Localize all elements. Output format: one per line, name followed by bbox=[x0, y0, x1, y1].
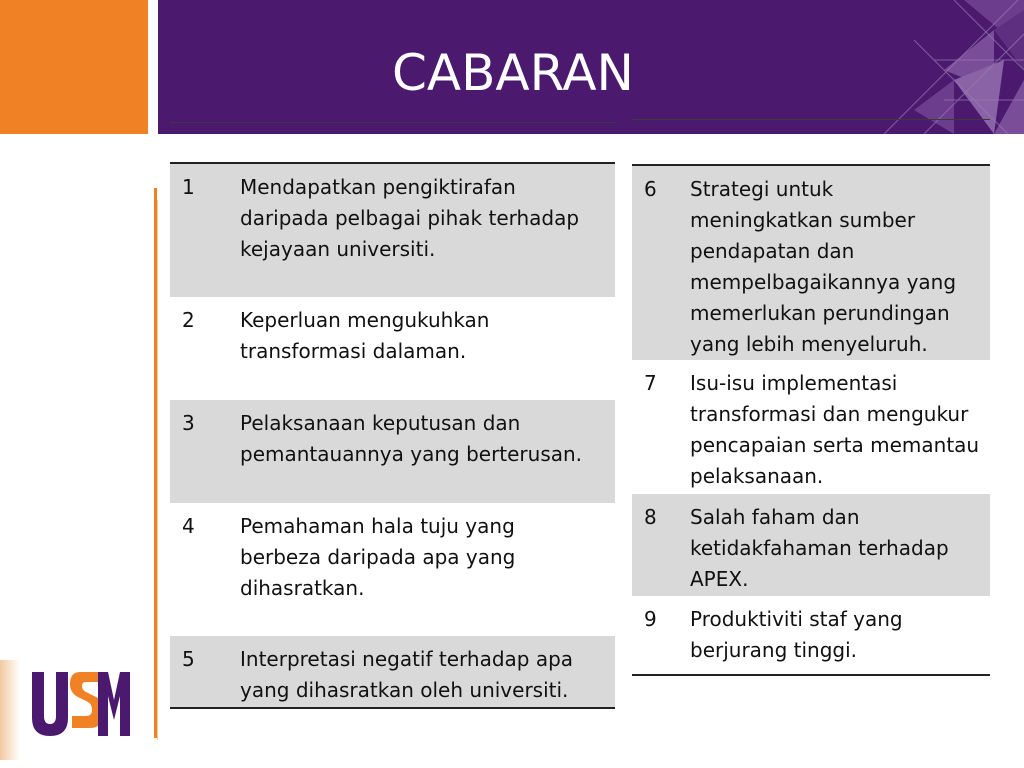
row-text: Pemahaman hala tuju yang berbeza daripada apa yang dihasratkan. bbox=[240, 514, 516, 600]
row-text: Strategi untuk meningkatkan sumber pendapatan dan mempelbagaikannya yang memerlukan perundingan yang lebih menyeluruh. bbox=[690, 177, 957, 356]
header-divider bbox=[148, 0, 158, 134]
table-row bbox=[170, 636, 615, 707]
title-underline-left bbox=[170, 122, 615, 123]
row-text: Mendapatkan pengiktirafan daripada pelbagai pihak terhadap kejayaan universiti. bbox=[240, 175, 580, 261]
table-row bbox=[170, 297, 615, 400]
table-row bbox=[632, 596, 990, 674]
challenges-table-right bbox=[632, 164, 990, 676]
row-text: Interpretasi negatif terhadap apa yang dihasratkan oleh universiti. bbox=[240, 647, 574, 702]
header-mesh-lines bbox=[884, 0, 1024, 134]
table-row bbox=[170, 164, 615, 297]
row-number: 8 bbox=[644, 505, 657, 529]
table-row bbox=[170, 400, 615, 503]
row-number: 1 bbox=[182, 175, 195, 199]
left-accent-line bbox=[157, 200, 158, 740]
table-row bbox=[632, 360, 990, 494]
row-number: 7 bbox=[644, 371, 657, 395]
row-text: Salah faham dan ketidakfahaman terhadap APEX. bbox=[690, 505, 949, 591]
row-number: 5 bbox=[182, 647, 195, 671]
row-number: 4 bbox=[182, 514, 195, 538]
row-text: Pelaksanaan keputusan dan pemantauannya yang berterusan. bbox=[240, 411, 583, 466]
header-orange-block bbox=[0, 0, 148, 134]
challenges-table-left bbox=[170, 162, 615, 709]
table-row bbox=[170, 503, 615, 636]
row-number: 2 bbox=[182, 308, 195, 332]
row-text: Keperluan mengukuhkan transformasi dalaman. bbox=[240, 308, 490, 363]
logo-glow bbox=[0, 660, 20, 760]
table-row bbox=[632, 166, 990, 360]
row-number: 9 bbox=[644, 607, 657, 631]
usm-logo bbox=[28, 668, 132, 740]
row-number: 6 bbox=[644, 177, 657, 201]
row-text: Isu-isu implementasi transformasi dan mengukur pencapaian serta memantau pelaksanaan. bbox=[690, 371, 980, 488]
row-text: Produktiviti staf yang berjurang tinggi. bbox=[690, 607, 903, 662]
slide-title: CABARAN bbox=[392, 44, 634, 102]
row-number: 3 bbox=[182, 411, 195, 435]
table-row bbox=[632, 494, 990, 596]
title-underline-right bbox=[632, 119, 990, 120]
